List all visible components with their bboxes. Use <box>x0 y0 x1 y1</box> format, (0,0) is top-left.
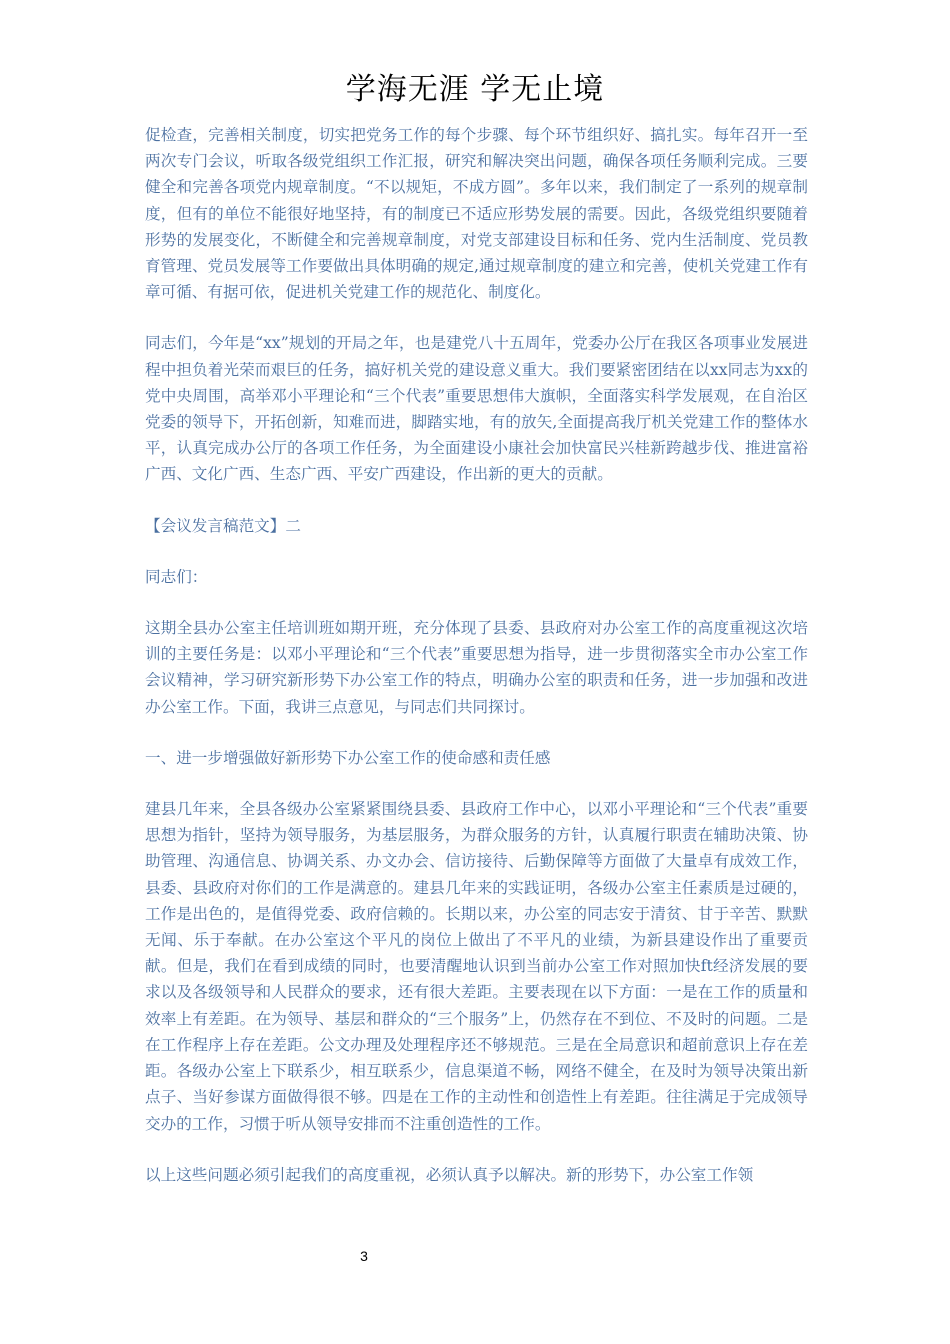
document-body <box>145 122 808 1213</box>
page-header-title: 学海无涯 学无止境 <box>345 72 605 107</box>
salutation: 同志们： <box>145 567 208 586</box>
paragraph: 同志们，今年是“xx”规划的开局之年，也是建党八十五周年，党委办公厅在我区各项事业发展进程中担负着光荣而艰巨的任务，搞好机关党的建设意义重大。我们要紧密团结在以xx同志为xx的党中央周围，高举邓小平理论和“三个代表”重要思想伟大旗帜，全面落实科学发展观，在自治区党委的领导下，开拓创新，知难而进，脚踏实地，有的放矢,全面提高我厅机关党建工作的整体水平，认真完成办公厅的各项工作任务，为全面建设小康社会加快富民兴桂新跨越步伐、推进富裕广西、文化广西、生态广西、平安广西建设，作出新的更大的贡献。 <box>145 334 808 484</box>
page-number: 3 <box>360 1248 368 1264</box>
section-title: 【会议发言稿范文】二 <box>145 516 301 535</box>
paragraph: 以上这些问题必须引起我们的高度重视，必须认真予以解决。新的形势下，办公室工作领 <box>145 1165 754 1184</box>
paragraph: 促检查，完善相关制度，切实把党务工作的每个步骤、每个环节组织好、搞扎实。每年召开一至两次专门会议，听取各级党组织工作汇报，研究和解决突出问题，确保各项任务顺利完成。三要健全和完善各项党内规章制度。“不以规矩，不成方圆”。多年以来，我们制定了一系列的规章制度，但有的单位不能很好地坚持，有的制度已不适应形势发展的需要。因此，各级党组织要随着形势的发展变化，不断健全和完善规章制度，对党支部建设目标和任务、党内生活制度、党员教育管理、党员发展等工作要做出具体明确的规定,通过规章制度的建立和完善，使机关党建工作有章可循、有据可依，促进机关党建工作的规范化、制度化。 <box>145 126 808 302</box>
section-heading: 一、进一步增强做好新形势下办公室工作的使命感和责任感 <box>145 748 551 767</box>
paragraph: 建县几年来，全县各级办公室紧紧围绕县委、县政府工作中心，以邓小平理论和“三个代表”重要思想为指针，坚持为领导服务，为基层服务，为群众服务的方针，认真履行职责在辅助决策、协助管理、沟通信息、协调关系、办文办会、信访接待、后勤保障等方面做了大量卓有成效工作，县委、县政府对你们的工作是满意的。建县几年来的实践证明，各级办公室主任素质是过硬的，工作是出色的，是值得党委、政府信赖的。长期以来，办公室的同志安于清贫、甘于辛苦、默默无闻、乐于奉献。在办公室这个平凡的岗位上做出了不平凡的业绩，为新县建设作出了重要贡献。但是，我们在看到成绩的同时，也要清醒地认识到当前办公室工作对照加快ft经济发展的要求以及各级领导和人民群众的要求，还有很大差距。主要表现在以下方面：一是在工作的质量和效率上有差距。在为领导、基层和群众的“三个服务”上，仍然存在不到位、不及时的问题。二是在工作程序上存在差距。公文办理及处理程序还不够规范。三是在全局意识和超前意识上存在差距。各级办公室上下联系少，相互联系少，信息渠道不畅，网络不健全，在及时为领导决策出新点子、当好参谋方面做得很不够。四是在工作的主动性和创造性上有差距。往往满足于完成领导交办的工作，习惯于听从领导安排而不注重创造性的工作。 <box>145 800 808 1133</box>
paragraph: 这期全县办公室主任培训班如期开班，充分体现了县委、县政府对办公室工作的高度重视这次培训的主要任务是：以邓小平理论和“三个代表”重要思想为指导，进一步贯彻落实全市办公室工作会议精神，学习研究新形势下办公室工作的特点，明确办公室的职责和任务，进一步加强和改进办公室工作。下面，我讲三点意见，与同志们共同探讨。 <box>145 619 808 716</box>
